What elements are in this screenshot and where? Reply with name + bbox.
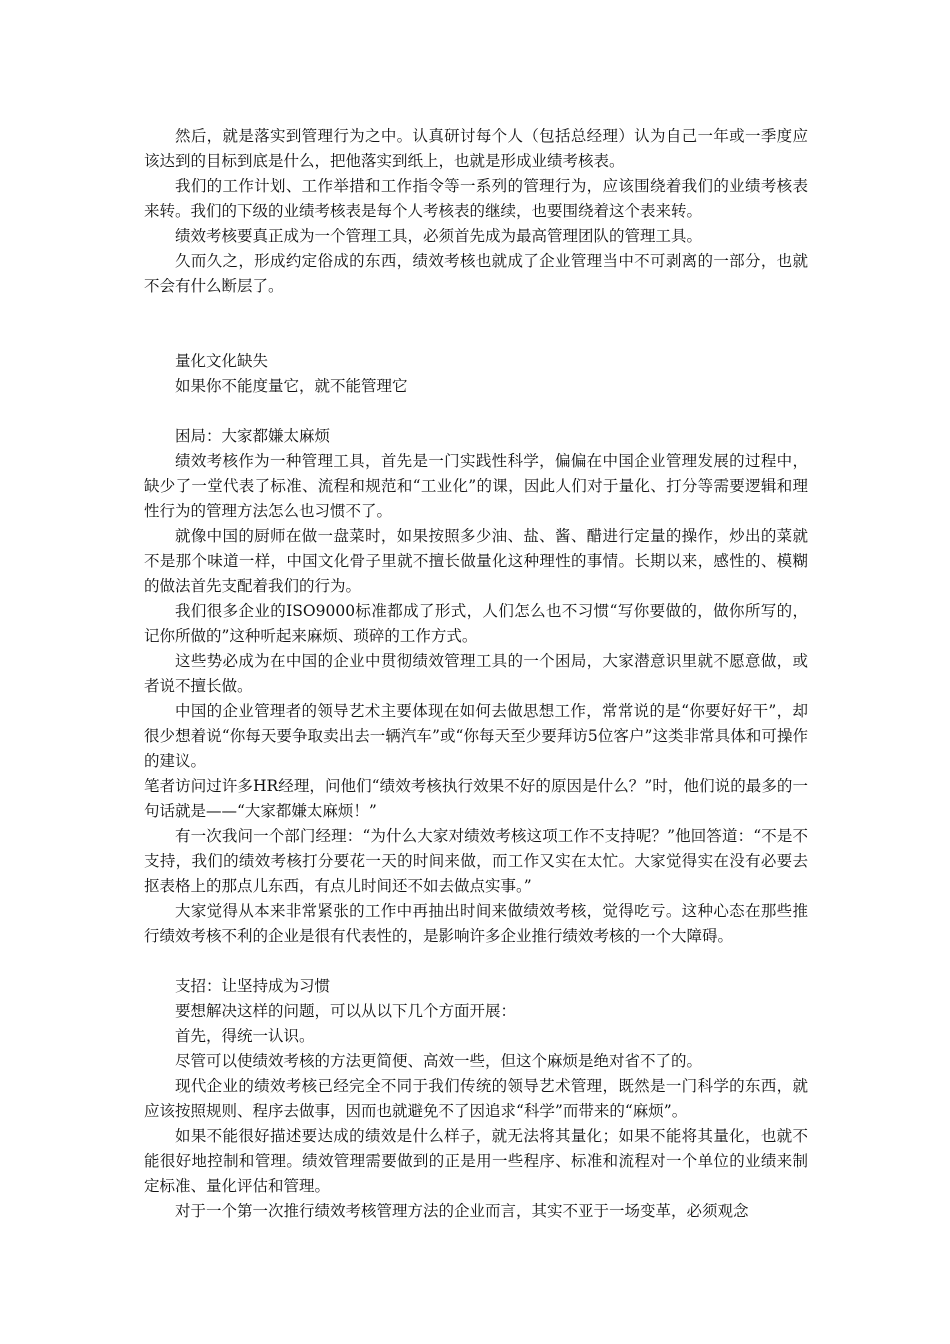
paragraph: 我们的工作计划、工作举措和工作指令等一系列的管理行为，应该围绕着我们的业绩考核表来转。我们的下级的业绩考核表是每个人考核表的继续，也要围绕着这个表来转。 [144, 177, 808, 220]
section-heading-solution: 支招：让坚持成为习惯 [175, 977, 331, 995]
section-heading-dilemma: 困局：大家都嫌太麻烦 [175, 427, 331, 445]
blank-line [144, 299, 808, 324]
blank-line [144, 324, 808, 349]
blank-line [144, 949, 808, 974]
paragraph: 对于一个第一次推行绩效考核管理方法的企业而言，其实不亚于一场变革，必须观念 [175, 1202, 749, 1220]
paragraph: 中国的企业管理者的领导艺术主要体现在如何去做思想工作，常常说的是“你要好好干”，却很少想着说“你每天要争取卖出去一辆汽车”或“你每天至少要拜访5位客户”这类非常具体和可操作的建议。 [144, 702, 808, 770]
paragraph: 绩效考核要真正成为一个管理工具，必须首先成为最高管理团队的管理工具。 [175, 227, 703, 245]
paragraph: 有一次我问一个部门经理：“为什么大家对绩效考核这项工作不支持呢？”他回答道：“不是不支持，我们的绩效考核打分要花一天的时间来做，而工作又实在太忙。大家觉得实在没有必要去抠表格上的那点儿东西，有点儿时间还不如去做点实事。” [144, 827, 808, 895]
paragraph: 然后，就是落实到管理行为之中。认真研讨每个人（包括总经理）认为自己一年或一季度应该达到的目标到底是什么，把他落实到纸上，也就是形成业绩考核表。 [144, 127, 808, 170]
paragraph: 久而久之，形成约定俗成的东西，绩效考核也就成了企业管理当中不可剥离的一部分，也就不会有什么断层了。 [144, 252, 808, 295]
paragraph: 我们很多企业的ISO9000标准都成了形式，人们怎么也不习惯“写你要做的，做你所写的，记你所做的”这种听起来麻烦、琐碎的工作方式。 [144, 602, 808, 645]
paragraph: 如果不能很好描述要达成的绩效是什么样子，就无法将其量化；如果不能将其量化，也就不能很好地控制和管理。绩效管理需要做到的正是用一些程序、标准和流程对一个单位的业绩来制定标准、量化评估和管理。 [144, 1127, 808, 1195]
paragraph: 这些势必成为在中国的企业中贯彻绩效管理工具的一个困局，大家潜意识里就不愿意做，或者说不擅长做。 [144, 652, 808, 695]
paragraph: 绩效考核作为一种管理工具，首先是一门实践性科学，偏偏在中国企业管理发展的过程中，缺少了一堂代表了标准、流程和规范和“工业化”的课，因此人们对于量化、打分等需要逻辑和理性行为的管理方法怎么也习惯不了。 [144, 452, 808, 520]
paragraph: 就像中国的厨师在做一盘菜时，如果按照多少油、盐、酱、醋进行定量的操作，炒出的菜就不是那个味道一样，中国文化骨子里就不擅长做量化这种理性的事情。长期以来，感性的、模糊的做法首先支配着我们的行为。 [144, 527, 808, 595]
paragraph: 首先，得统一认识。 [175, 1027, 315, 1045]
document-body [144, 124, 808, 1224]
paragraph: 笔者访问过许多HR经理，问他们“绩效考核执行效果不好的原因是什么？”时，他们说的最多的一句话就是——“大家都嫌太麻烦！” [144, 777, 808, 820]
paragraph: 大家觉得从本来非常紧张的工作中再抽出时间来做绩效考核，觉得吃亏。这种心态在那些推行绩效考核不利的企业是很有代表性的，是影响许多企业推行绩效考核的一个大障碍。 [144, 902, 808, 945]
section-title: 量化文化缺失 [175, 352, 269, 370]
paragraph: 要想解决这样的问题，可以从以下几个方面开展： [175, 1002, 517, 1020]
paragraph: 尽管可以使绩效考核的方法更简便、高效一些，但这个麻烦是绝对省不了的。 [175, 1052, 703, 1070]
paragraph: 现代企业的绩效考核已经完全不同于我们传统的领导艺术管理，既然是一门科学的东西，就应该按照规则、程序去做事，因而也就避免不了因追求“科学”而带来的“麻烦”。 [144, 1077, 808, 1120]
section-subtitle: 如果你不能度量它，就不能管理它 [175, 377, 408, 395]
blank-line [144, 399, 808, 424]
